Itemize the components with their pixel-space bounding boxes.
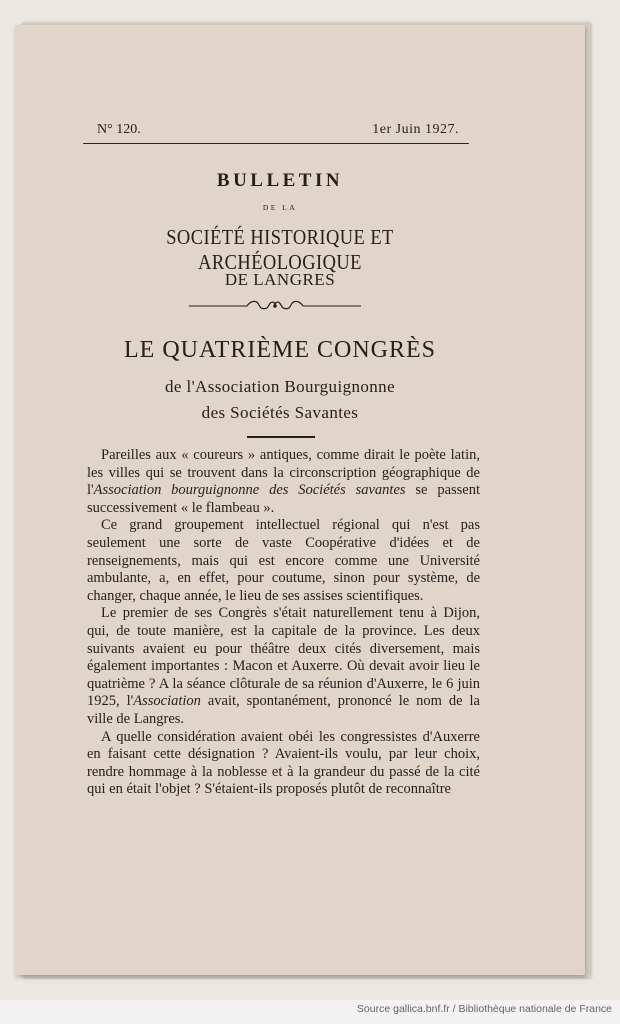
p1-text-a: Pareilles aux « coureurs » antiques, comme dirait le poète latin, les villes qui se trouvent dans la circonscription géographique de l'	[87, 447, 480, 499]
document-page	[15, 25, 585, 975]
title-rule	[247, 436, 315, 438]
p1-text-b: se passent successivement « le flambeau ».	[87, 482, 480, 516]
running-header	[83, 122, 469, 140]
article-subtitle-line2: des Sociétés Savantes	[201, 403, 359, 422]
article-body	[87, 447, 480, 799]
header-rule	[83, 143, 469, 144]
issue-number: N° 120.	[97, 122, 141, 137]
p1-italic: Association bourguignonne des Sociétés savantes	[93, 482, 406, 499]
flourish-ornament-icon	[189, 299, 361, 313]
source-credit: Source gallica.bnf.fr / Bibliothèque nationale de France	[356, 1003, 612, 1015]
city-name: DE LANGRES	[224, 270, 336, 289]
p3-text-a: Le premier de ses Congrès s'était naturellement tenu à Dijon, qui, de toute manière, est la capitale de la province. Les deux suivants avaient eu pour théâtre deux cités diversement, mais également importantes : Macon et Auxerre. Où devait avoir lieu le quatrième ? A la séance clôturale de sa réunion d'Auxerre, le 6 juin 1925, l'	[87, 605, 480, 710]
de-la-line: DE LA	[262, 203, 298, 212]
paragraph-3	[87, 605, 480, 728]
society-name: SOCIÉTÉ HISTORIQUE ET ARCHÉOLOGIQUE	[166, 225, 394, 274]
paragraph-4: A quelle considération avaient obéi les congressistes d'Auxerre en faisant cette désignation ? Avaient-ils voulu, par leur choix, rendre hommage à la noblesse et à la grandeur du passé de la cité qui en était l'objet ? S'étaient-ils proposés plutôt de reconnaître	[87, 728, 480, 798]
paragraph-1	[87, 447, 480, 517]
p3-text-b: avait, spontanément, prononcé le nom de la ville de Langres.	[87, 693, 480, 727]
article-subtitle-line1: de l'Association Bourguignonne	[164, 377, 396, 396]
bulletin-heading: BULLETIN	[216, 170, 344, 191]
p3-italic: Association	[133, 693, 201, 710]
issue-date: 1er Juin 1927.	[372, 122, 459, 137]
article-title: LE QUATRIÈME CONGRÈS	[124, 337, 436, 363]
paragraph-2: Ce grand groupement intellectuel régional qui n'est pas seulement une sorte de vaste Coopérative d'idées et de renseignements, mais qui est encore comme une Université ambulante, a, en effet, pour coutume, sinon pour système, de changer, chaque année, le lieu de ses assises scientifiques.	[87, 517, 480, 604]
